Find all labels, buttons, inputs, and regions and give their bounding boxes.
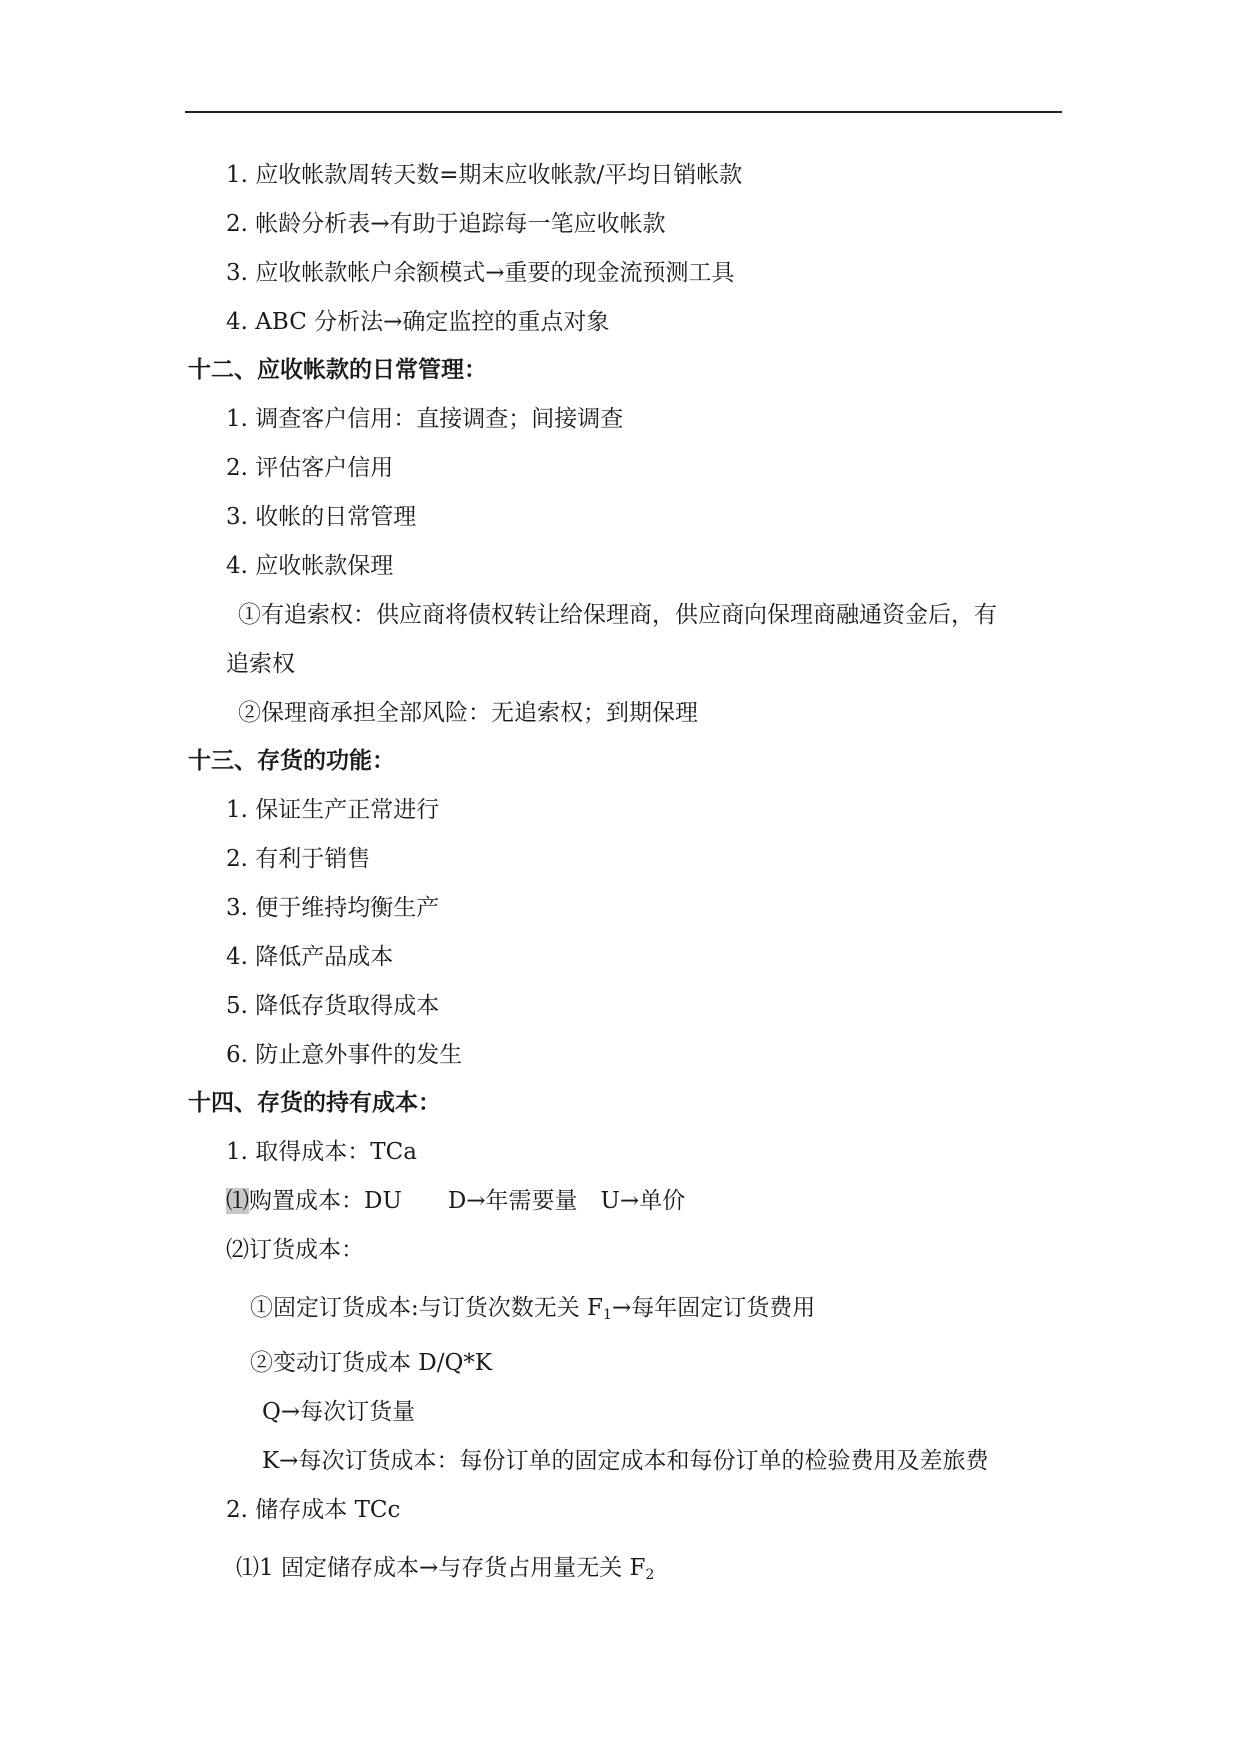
k-definition: K→每次订货成本：每份订单的固定成本和每份订单的检验费用及差旅费 <box>262 1448 989 1474</box>
list-item: 2. 评估客户信用 <box>226 455 394 481</box>
fixed-order-cost-text: ①固定订货成本:与订货次数无关 F <box>250 1295 604 1321</box>
list-item: 3. 应收帐款帐户余额模式→重要的现金流预测工具 <box>226 260 735 286</box>
list-item: 6. 防止意外事件的发生 <box>226 1042 463 1068</box>
highlighted-marker: ⑴ <box>226 1188 249 1214</box>
factoring-recourse-line2: 追索权 <box>226 651 295 677</box>
subscript: 1 <box>603 1307 612 1323</box>
subscript: 2 <box>645 1567 655 1583</box>
list-item: 4. 应收帐款保理 <box>226 553 394 579</box>
purchase-cost-line <box>226 1186 685 1216</box>
fixed-order-cost-line <box>250 1293 815 1323</box>
list-item: 2. 有利于销售 <box>226 846 371 872</box>
fixed-storage-cost-text: ⑴1 固定储存成本→与存货占用量无关 F <box>236 1555 646 1581</box>
order-cost-line: ⑵订货成本： <box>226 1237 364 1263</box>
header-rule <box>185 111 1062 113</box>
section-heading-14: 十四、存货的持有成本： <box>188 1089 441 1116</box>
list-item: 3. 收帐的日常管理 <box>226 504 417 530</box>
list-item: 4. 降低产品成本 <box>226 944 394 970</box>
list-item: 2. 储存成本 TCc <box>226 1497 401 1523</box>
purchase-cost-text: 购置成本：DU D→年需要量 U→单价 <box>249 1188 686 1214</box>
list-item: 3. 便于维持均衡生产 <box>226 895 440 921</box>
factoring-no-recourse: ②保理商承担全部风险：无追索权；到期保理 <box>238 700 698 726</box>
list-item: 5. 降低存货取得成本 <box>226 993 440 1019</box>
section-heading-13: 十三、存货的功能： <box>188 747 395 774</box>
list-item: 1. 调查客户信用：直接调查；间接调查 <box>226 406 624 432</box>
factoring-recourse-line1: ①有追索权：供应商将债权转让给保理商，供应商向保理商融通资金后，有 <box>238 602 997 628</box>
q-definition: Q→每次订货量 <box>262 1399 416 1425</box>
fixed-order-cost-tail: →每年固定订货费用 <box>611 1295 816 1321</box>
section-heading-12: 十二、应收帐款的日常管理： <box>188 356 487 383</box>
list-item: 1. 取得成本：TCa <box>226 1139 417 1165</box>
fixed-storage-cost-line <box>236 1553 654 1583</box>
list-item: 1. 保证生产正常进行 <box>226 797 440 823</box>
list-item: 4. ABC 分析法→确定监控的重点对象 <box>226 309 610 335</box>
list-item: 2. 帐龄分析表→有助于追踪每一笔应收帐款 <box>226 211 666 237</box>
variable-order-cost-line: ②变动订货成本 D/Q*K <box>250 1350 493 1376</box>
list-item: 1. 应收帐款周转天数=期末应收帐款/平均日销帐款 <box>226 162 743 188</box>
